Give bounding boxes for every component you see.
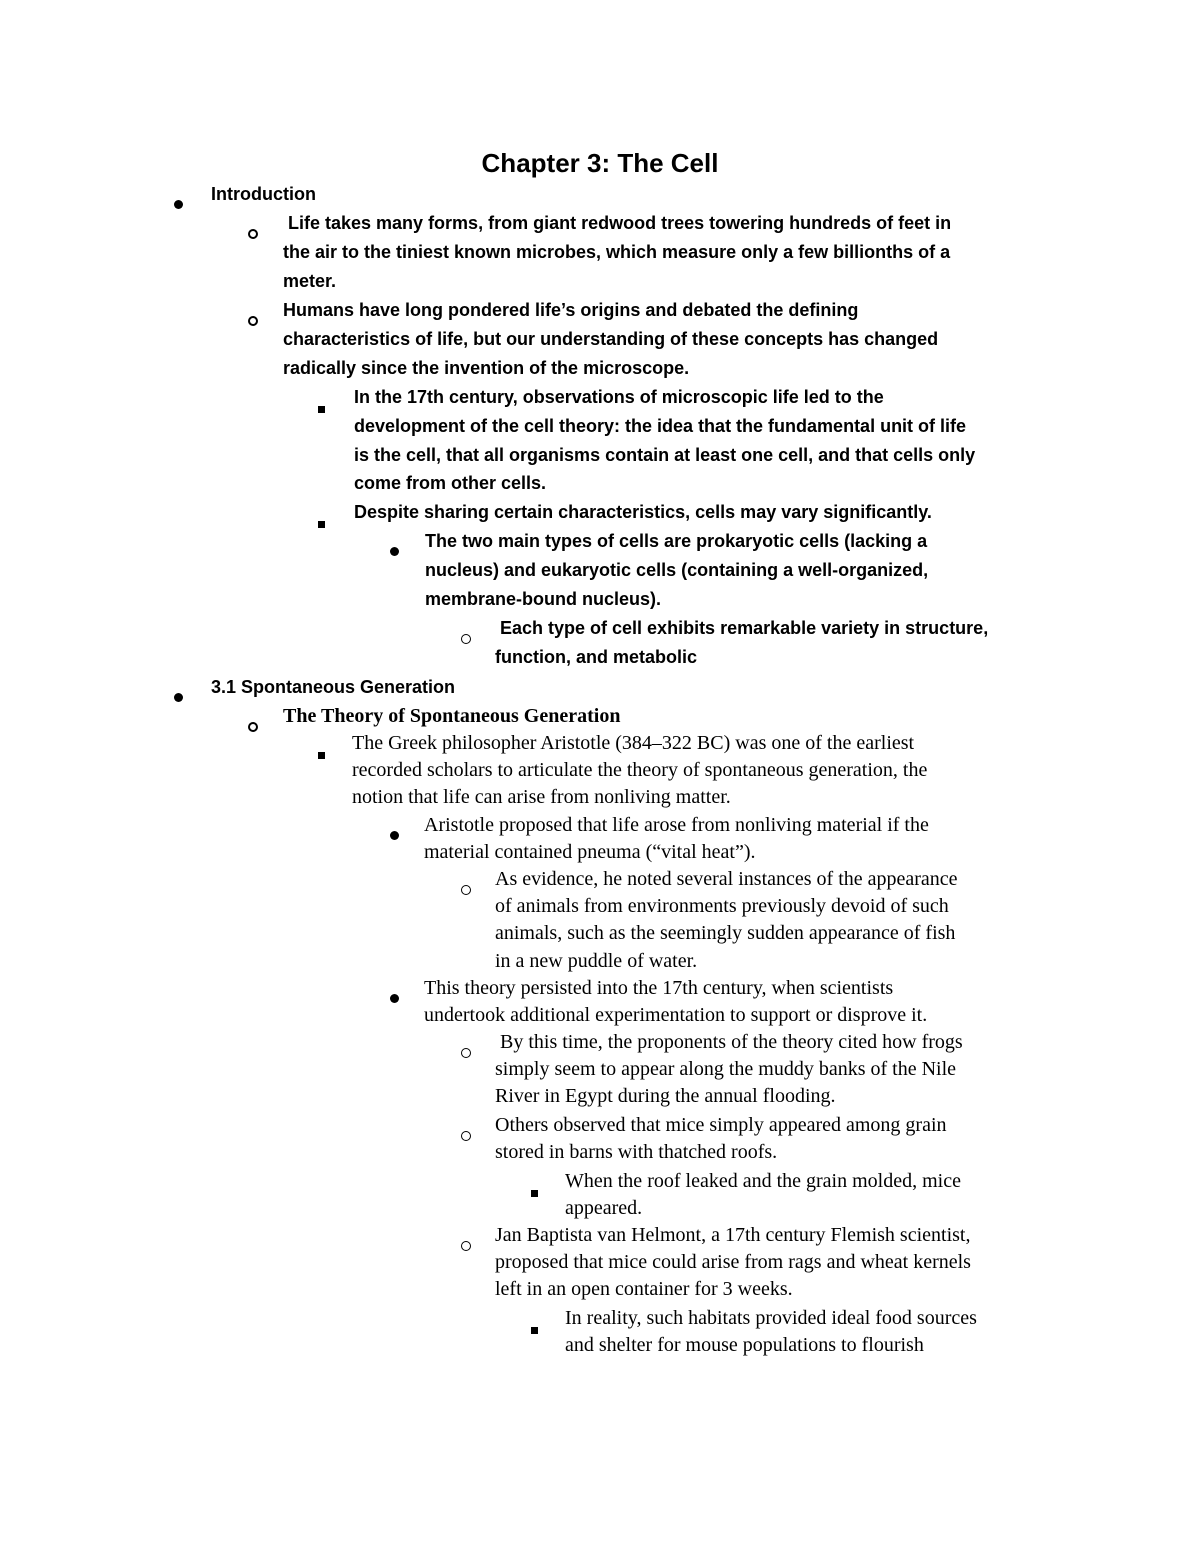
paragraph-line: and shelter for mouse populations to flourish (565, 1334, 924, 1357)
list-item-cell-variety-detail (461, 614, 1101, 674)
list-item-aristotle (318, 730, 1078, 815)
paragraph-line: recorded scholars to articulate the theory of spontaneous generation, the (352, 759, 928, 782)
circle-bullet-icon (248, 306, 258, 335)
filled-circle-bullet-icon (390, 821, 399, 848)
list-item-section-3-1 (174, 673, 674, 703)
square-bullet-icon (318, 508, 325, 537)
list-item-introduction (174, 180, 574, 210)
filled-circle-bullet-icon (174, 682, 183, 711)
circle-bullet-icon (461, 1039, 471, 1066)
paragraph-line: Each type of cell exhibits remarkable variety in structure, (500, 618, 989, 638)
circle-bullet-icon (461, 876, 471, 903)
subheading-theory: The Theory of Spontaneous Generation (283, 705, 621, 727)
paragraph-line: Others observed that mice simply appeared among grain (495, 1114, 947, 1136)
paragraph-line: characteristics of life, but our understanding of these concepts has changed (283, 328, 939, 349)
paragraph-line: come from other cells. (354, 473, 547, 494)
paragraph-line: development of the cell theory: the idea that the fundamental unit of life (354, 415, 967, 436)
circle-bullet-icon (461, 1232, 471, 1259)
paragraph-line: River in Egypt during the annual flooding. (495, 1085, 836, 1108)
square-bullet-icon (318, 393, 325, 422)
list-item-roof-leaked (531, 1168, 1091, 1224)
paragraph-line: simply seem to appear along the muddy banks of the Nile (495, 1058, 957, 1081)
paragraph-line: stored in barns with thatched roofs. (495, 1141, 778, 1164)
paragraph-line: When the roof leaked and the grain molded, mice (565, 1170, 961, 1192)
list-item-cell-variety (318, 498, 1078, 528)
list-item-persisted (390, 975, 1090, 1031)
list-item-intro-forms (248, 209, 1048, 299)
list-item-pneuma (390, 812, 1090, 868)
section-heading-3-1: 3.1 Spontaneous Generation (211, 677, 456, 697)
paragraph-line: radically since the invention of the microscope. (283, 357, 690, 378)
paragraph-line: The Greek philosopher Aristotle (384–322 BC) was one of the earliest (352, 732, 915, 754)
filled-circle-bullet-icon (174, 189, 183, 218)
paragraph-line: As evidence, he noted several instances of the appearance (495, 868, 958, 890)
paragraph-line: By this time, the proponents of the theory cited how frogs (500, 1031, 963, 1053)
paragraph-line: nucleus) and eukaryotic cells (containing a well-organized, (425, 559, 929, 580)
filled-circle-bullet-icon (390, 536, 399, 565)
paragraph-line: the air to the tiniest known microbes, which measure only a few billionths of a (283, 241, 951, 262)
paragraph-line: This theory persisted into the 17th century, when scientists (424, 977, 894, 999)
list-item-habitats (531, 1305, 1091, 1361)
paragraph-line: Aristotle proposed that life arose from nonliving material if the (424, 814, 929, 836)
list-item-mice-grain (461, 1112, 1101, 1168)
paragraph-line: membrane-bound nucleus). (425, 588, 662, 609)
list-item-intro-origins (248, 296, 1048, 386)
paragraph-line: function, and metabolic (495, 646, 698, 667)
paragraph-line: is the cell, that all organisms contain at least one cell, and that cells only (354, 444, 976, 465)
paragraph-line: Life takes many forms, from giant redwood trees towering hundreds of feet in (288, 213, 952, 233)
paragraph-line: material contained pneuma (“vital heat”). (424, 841, 756, 864)
filled-circle-bullet-icon (390, 984, 399, 1011)
circle-bullet-icon (461, 1122, 471, 1149)
paragraph-line: Despite sharing certain characteristics, cells may vary significantly. (354, 502, 932, 522)
paragraph-line: In reality, such habitats provided ideal food sources (565, 1307, 977, 1329)
paragraph-line: appeared. (565, 1197, 643, 1220)
square-bullet-icon (318, 740, 325, 767)
paragraph-line: The two main types of cells are prokaryotic cells (lacking a (425, 531, 928, 551)
paragraph-line: proposed that mice could arise from rags and wheat kernels (495, 1251, 971, 1274)
list-item-cell-types (390, 527, 1090, 617)
paragraph-line: animals, such as the seemingly sudden appearance of fish (495, 922, 956, 945)
list-item-van-helmont (461, 1222, 1101, 1307)
square-bullet-icon (531, 1315, 538, 1342)
list-item-evidence (461, 866, 1101, 978)
square-bullet-icon (531, 1178, 538, 1205)
circle-bullet-icon (248, 712, 258, 740)
paragraph-line: notion that life can arise from nonliving matter. (352, 786, 731, 809)
list-item-cell-theory (318, 383, 1078, 503)
paragraph-line: left in an open container for 3 weeks. (495, 1278, 793, 1301)
chapter-title: Chapter 3: The Cell (481, 148, 719, 178)
paragraph-line: undertook additional experimentation to support or disprove it. (424, 1004, 928, 1027)
list-item-subheading (248, 702, 848, 732)
paragraph-line: of animals from environments previously devoid of such (495, 895, 949, 918)
paragraph-line: In the 17th century, observations of microscopic life led to the (354, 387, 884, 407)
paragraph-line: Humans have long pondered life’s origins and debated the defining (283, 300, 859, 320)
circle-bullet-icon (461, 624, 471, 653)
paragraph-line: in a new puddle of water. (495, 949, 698, 972)
paragraph-line: meter. (283, 270, 337, 291)
list-item-frogs (461, 1029, 1101, 1114)
circle-bullet-icon (248, 219, 258, 248)
paragraph-line: Jan Baptista van Helmont, a 17th century Flemish scientist, (495, 1224, 971, 1246)
section-heading-introduction: Introduction (211, 184, 316, 204)
